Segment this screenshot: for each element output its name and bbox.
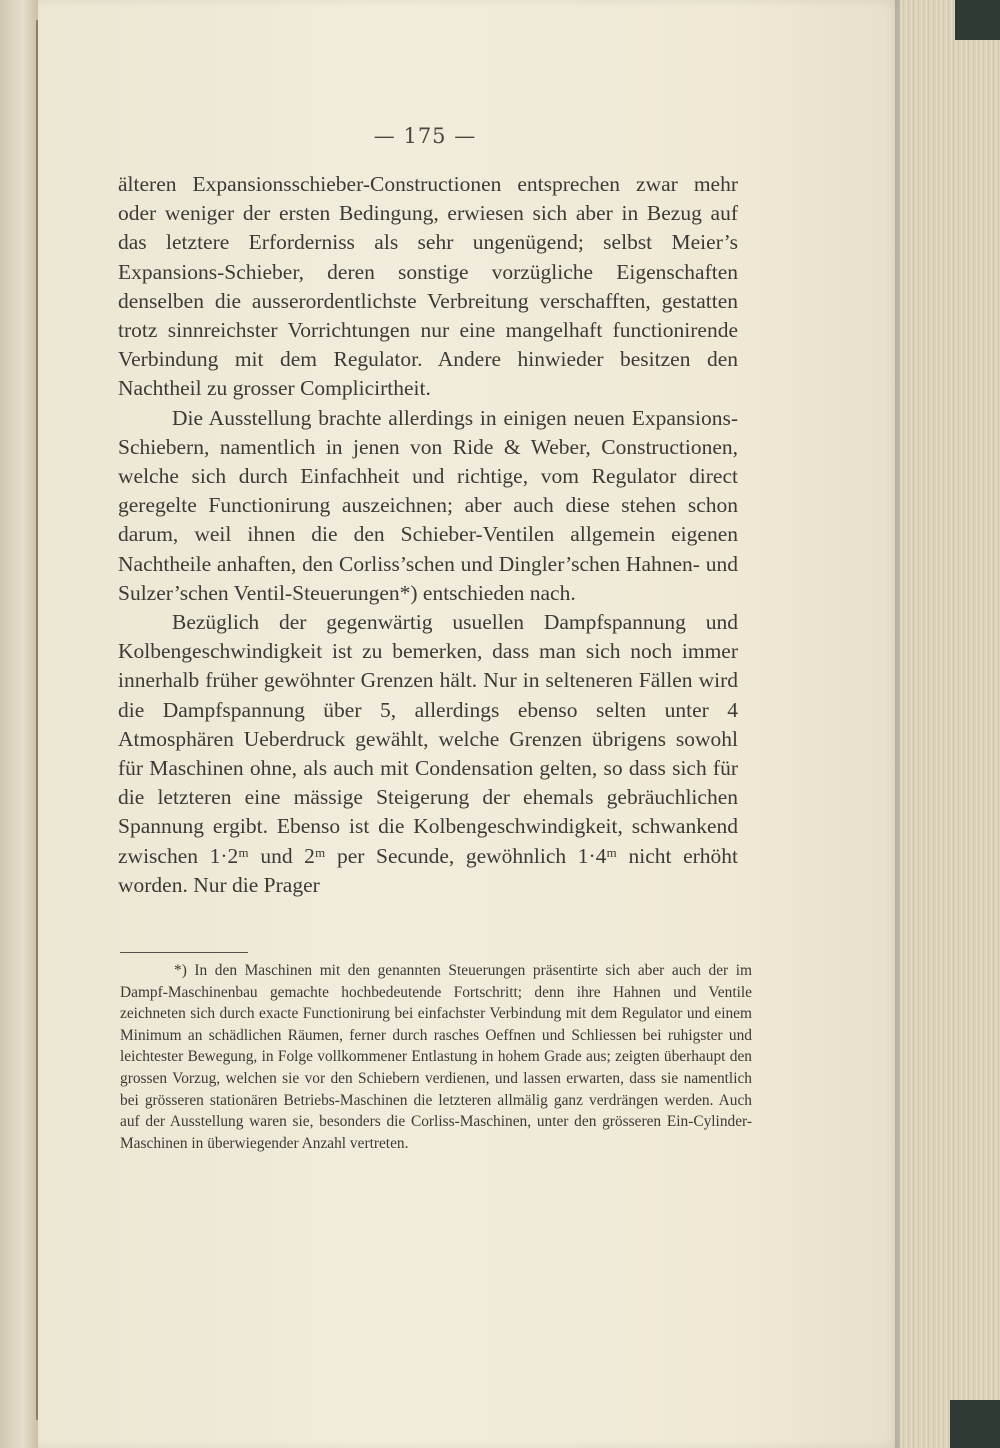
left-page-edge: [0, 0, 38, 1448]
paragraph: Die Ausstellung brachte allerdings in einigen neuen Expansions-Schiebern, namentlich in jenen von Ride & Weber, Constructionen, welche sich durch Einfachheit und richtige, vom Regulator direct geregelte Functionirung auszeichnen; aber auch diese stehen schon darum, weil ihnen die den Schieber-Ventilen allgemein eigenen Nachtheile anhaften, den Corliss’schen und Dingler’schen Hahnen- und Sulzer’schen Ventil-Steuerungen*) entschieden nach.: [118, 405, 738, 605]
main-text: [118, 170, 738, 900]
cover-corner-bottom: [950, 1400, 1000, 1448]
paragraph: Bezüglich der gegenwärtig usuellen Dampfspannung und Kolbengeschwindigkeit ist zu bemerken, dass man sich noch immer innerhalb früher gewöhnter Grenzen hält. Nur in selteneren Fällen wird die Dampfspannung über 5, allerdings ebenso selten unter 4 Atmosphären Ueberdruck gewählt, welche Grenzen übrigens sowohl für Maschinen ohne, als auch mit Condensation gelten, so dass sich für die letzteren eine mässige Steigerung der ehemals gebräuchlichen Spannung ergibt. Ebenso ist die Kolbengeschwindigkeit, schwankend zwischen 1·2ᵐ und 2ᵐ per Secunde, gewöhnlich 1·4ᵐ nicht erhöht worden. Nur die Prager: [118, 610, 738, 897]
cover-corner-top: [955, 0, 1000, 40]
footnote-divider: [120, 952, 248, 953]
page-number: — 175 —: [373, 124, 477, 148]
paragraph: älteren Expansionsschieber-Constructionen entsprechen zwar mehr oder weniger der ersten Bedingung, erwiesen sich aber in Bezug auf das letztere Erforderniss als sehr ungenügend; selbst Meier’s Expansions-Schieber, deren sonstige vorzügliche Eigenschaften denselben die ausserordentlichste Verbreitung verschafften, gestatten trotz sinnreichster Vorrichtungen nur eine mangelhaft functionirende Verbindung mit dem Regulator. Andere hinwieder besitzen den Nachtheil zu grosser Complicirtheit.: [118, 172, 738, 401]
page-fore-edge: [900, 0, 1000, 1448]
footnote: *) In den Maschinen mit den genannten Steuerungen präsentirte sich aber auch der im Dampf-Maschinenbau gemachte hochbedeutende Fortschritt; denn ihre Hahnen und Ventile zeichneten sich durch exacte Functionirung bei einfachster Verbindung mit dem Regulator und einem Minimum an schädlichen Räumen, ferner durch rasches Oeffnen und Schliessen bei ruhigster und leichtester Bewegung, in Folge vollkommener Entlastung in hohem Grade aus; zeigten überhaupt den grossen Vorzug, welchen sie vor den Schiebern verdienen, und lassen erwarten, dass sie namentlich bei grösseren stationären Betriebs-Maschinen die letzteren allmälig ganz verdrängen werden. Auch auf der Ausstellung waren sie, besonders die Corliss-Maschinen, unter den grösseren Ein-Cylinder-Maschinen in überwiegender Anzahl vertreten.: [120, 962, 752, 1152]
